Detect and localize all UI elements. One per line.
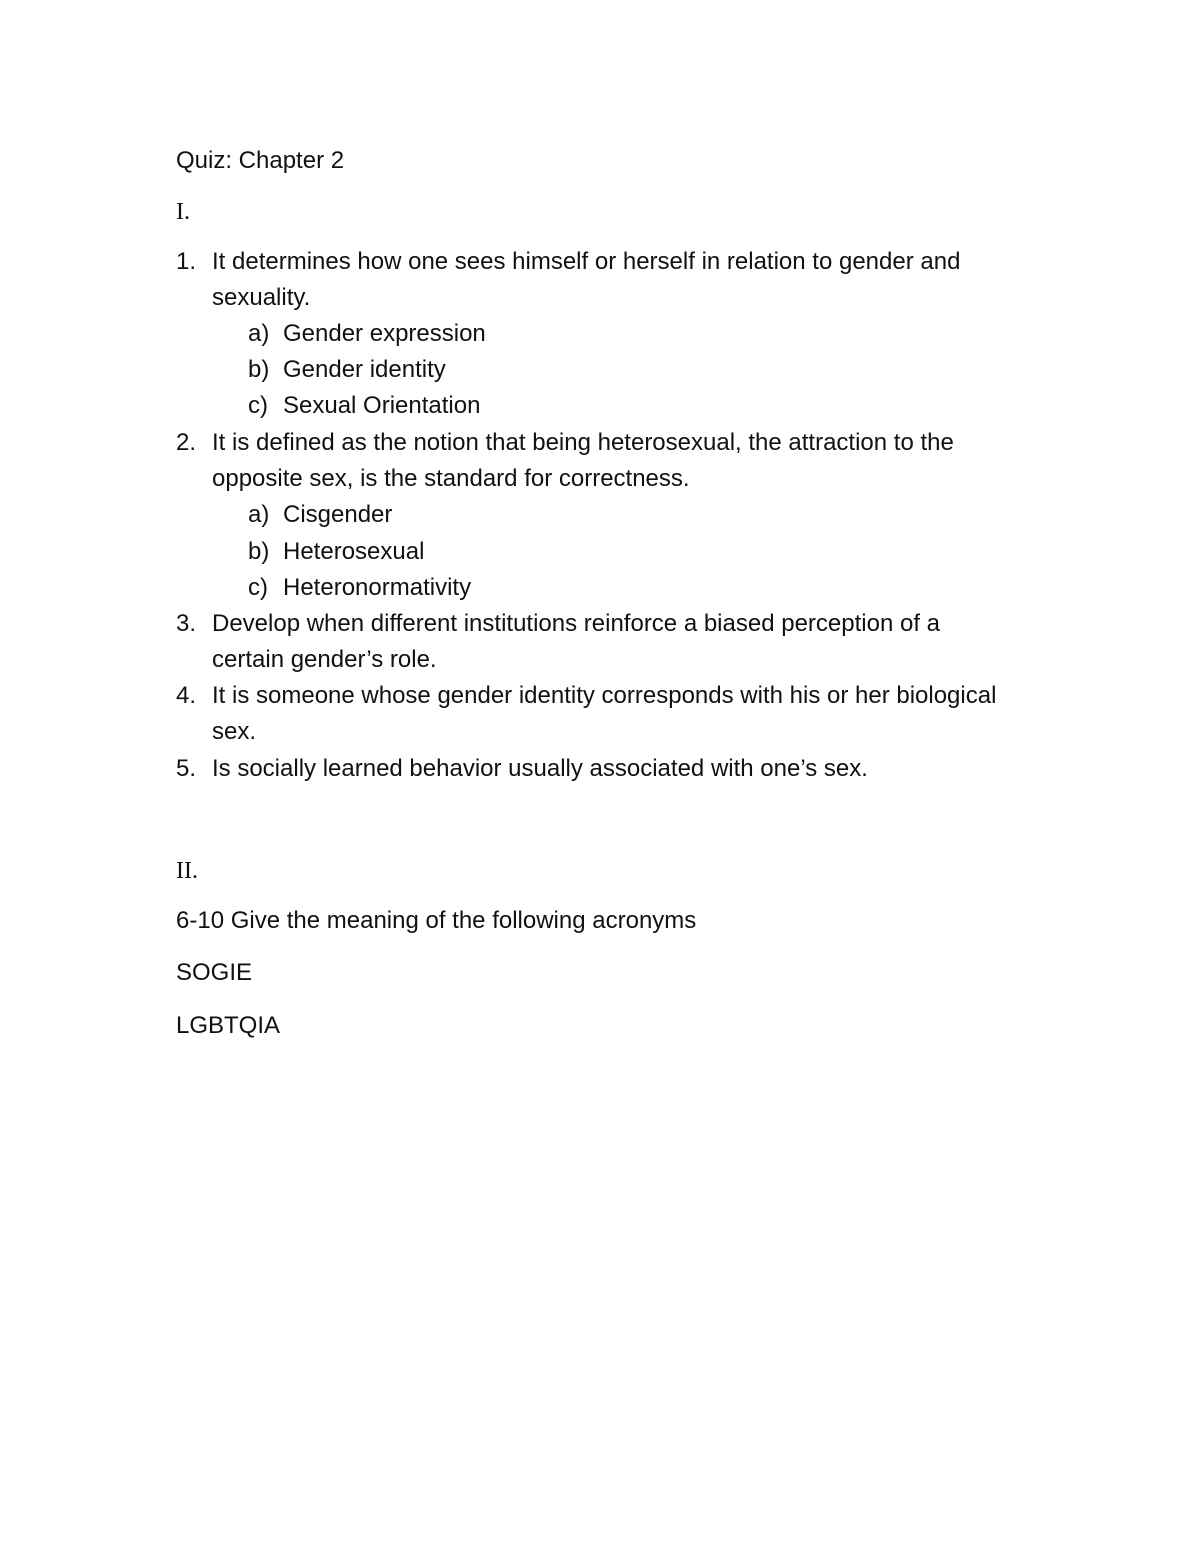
question-number: 3. (176, 610, 197, 637)
part-two-instruction: 6-10 Give the meaning of the following acronyms (176, 907, 697, 934)
option-label: a) (248, 501, 270, 528)
question-text-line: sex. (212, 718, 257, 745)
option-label: c) (248, 574, 268, 601)
option-text: Gender identity (283, 356, 446, 383)
question-number: 4. (176, 682, 197, 709)
question-text-line: sexuality. (212, 284, 311, 311)
question-text-line: It is defined as the notion that being heterosexual, the attraction to the (212, 429, 954, 456)
option-text: Heterosexual (283, 538, 425, 565)
acronym-lgbtqia: LGBTQIA (176, 1012, 281, 1039)
option-text: Heteronormativity (283, 574, 472, 601)
question-text-line: Is socially learned behavior usually associated with one’s sex. (212, 755, 868, 782)
part-two-heading: II. (176, 858, 198, 884)
option-label: a) (248, 320, 270, 347)
question-number: 1. (176, 248, 197, 275)
question-text-line: It determines how one sees himself or herself in relation to gender and (212, 248, 961, 275)
option-text: Cisgender (283, 501, 393, 528)
option-label: b) (248, 356, 270, 383)
part-one-heading: I. (176, 199, 190, 225)
question-text-line: Develop when different institutions reinforce a biased perception of a (212, 610, 941, 637)
question-number: 5. (176, 755, 197, 782)
option-label: b) (248, 538, 270, 565)
quiz-title: Quiz: Chapter 2 (176, 147, 345, 174)
question-text-line: It is someone whose gender identity corresponds with his or her biological (212, 682, 997, 709)
option-text: Sexual Orientation (283, 392, 481, 419)
option-text: Gender expression (283, 320, 486, 347)
option-label: c) (248, 392, 268, 419)
question-text-line: certain gender’s role. (212, 646, 437, 673)
question-number: 2. (176, 429, 197, 456)
acronym-sogie: SOGIE (176, 959, 253, 986)
question-text-line: opposite sex, is the standard for correctness. (212, 465, 690, 492)
